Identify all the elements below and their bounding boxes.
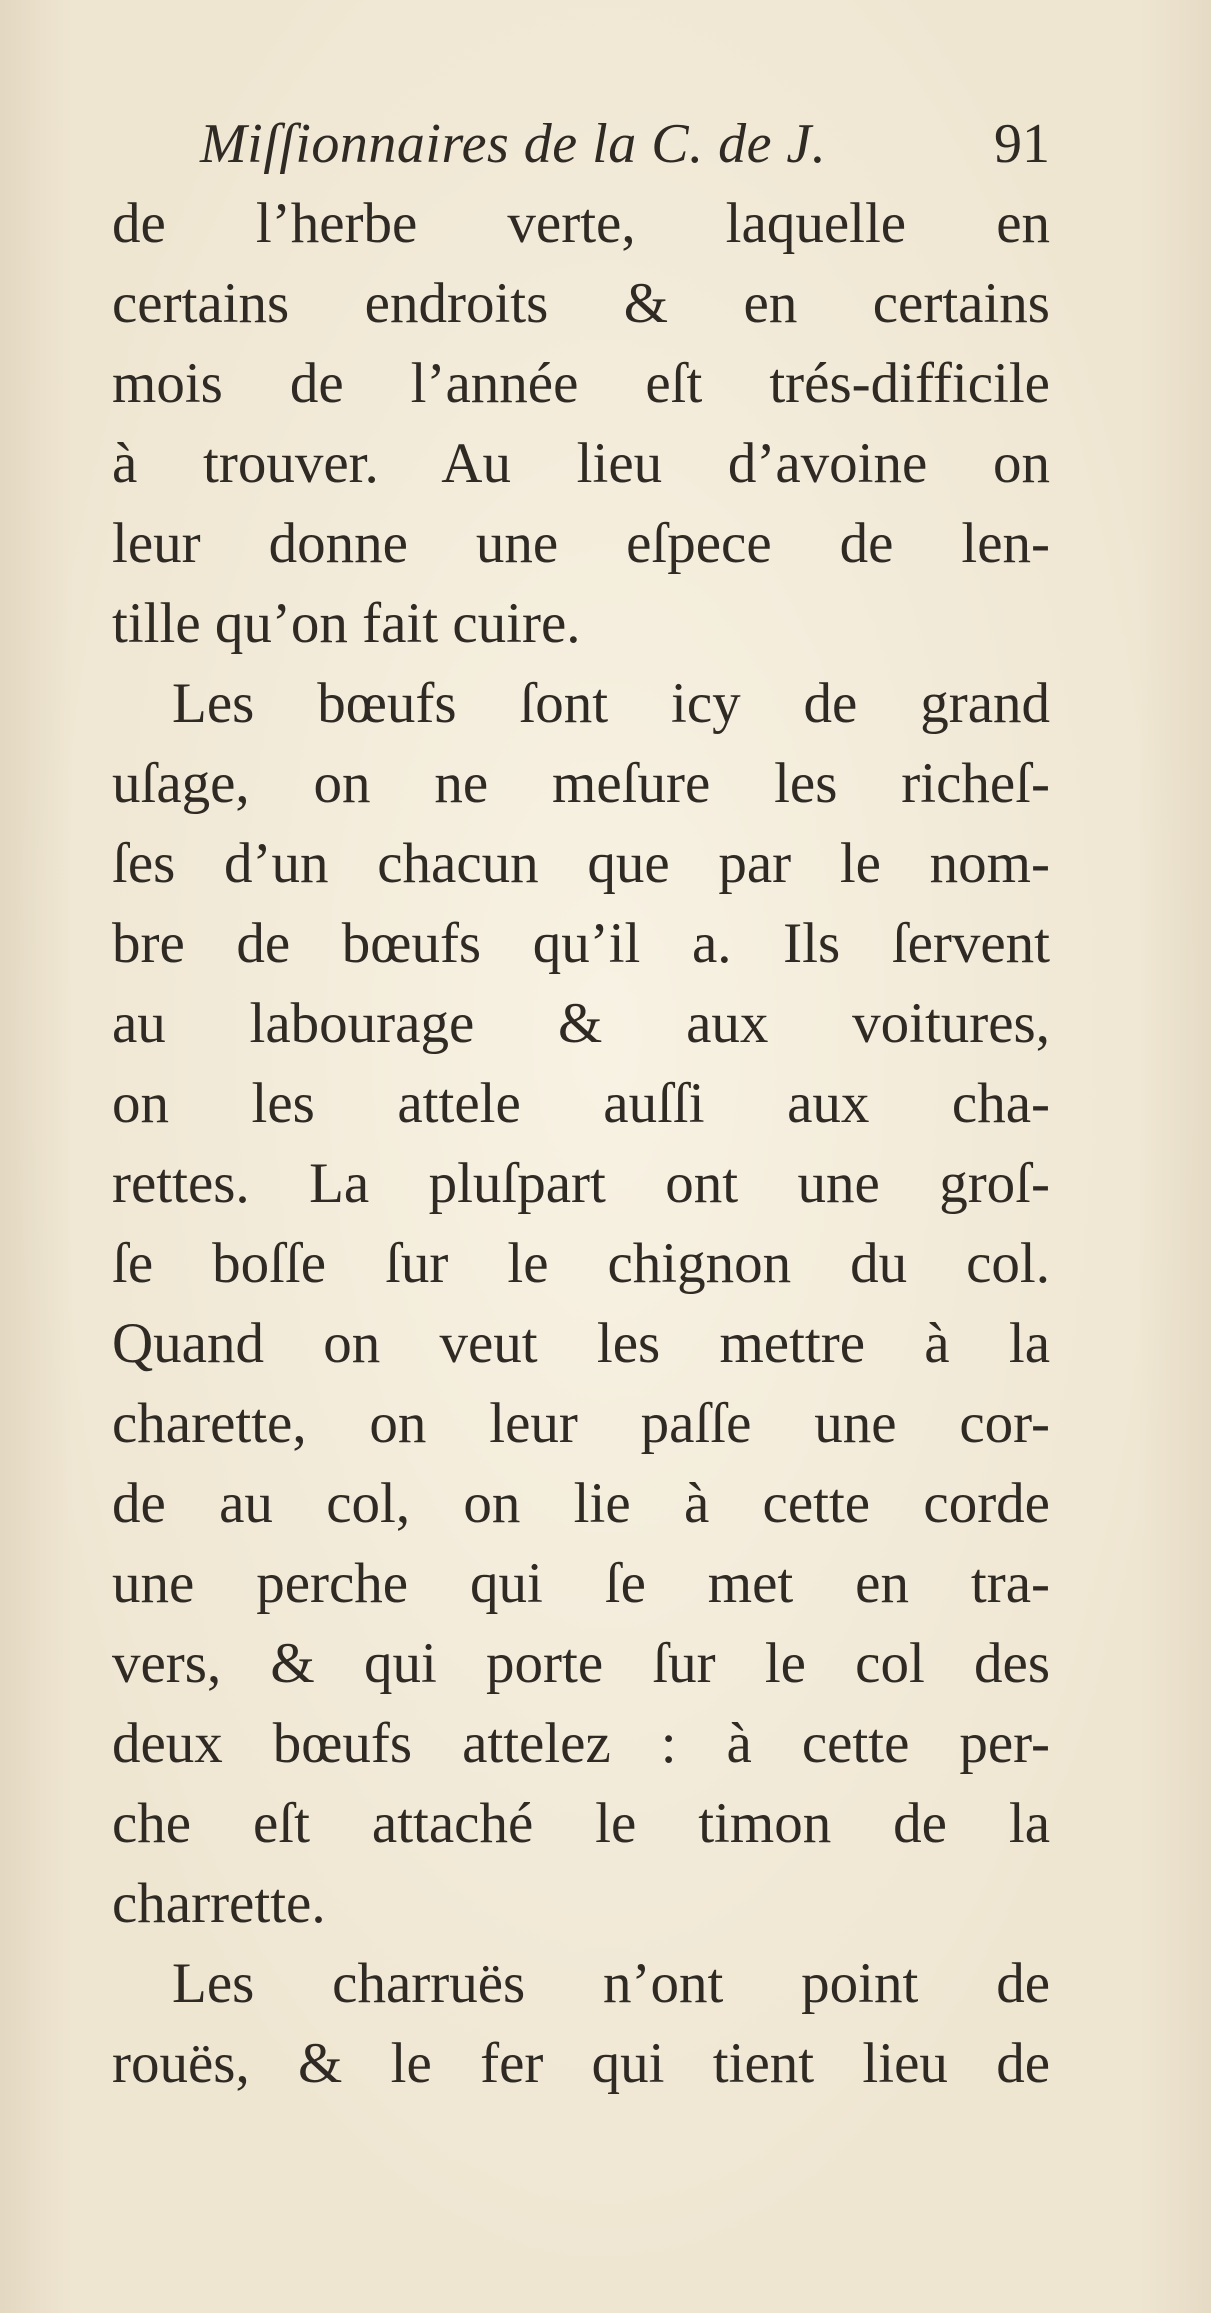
text-line: deux bœufs attelez : à cette per- (112, 1712, 1050, 1775)
text-line: Les charruës n’ont point de (172, 1952, 1050, 2015)
body-text (112, 184, 1050, 2104)
text-line: charrette. (112, 1872, 326, 1935)
page-header (200, 108, 1050, 180)
text-line: au labourage & aux voitures, (112, 992, 1050, 1055)
text-line: Quand on veut les mettre à la (112, 1312, 1050, 1375)
text-line: de l’herbe verte, laquelle en (112, 192, 1050, 255)
text-line: charette, on leur paſſe une cor- (112, 1392, 1050, 1455)
text-line: à trouver. Au lieu d’avoine on (112, 432, 1050, 495)
text-line: de au col, on lie à cette corde (112, 1472, 1050, 1535)
text-line: on les attele auſſi aux cha- (112, 1072, 1050, 1135)
text-line: une perche qui ſe met en tra- (112, 1552, 1050, 1615)
running-title: Miſſionnaires de la C. de J. (200, 113, 827, 175)
text-line: ſes d’un chacun que par le nom- (112, 832, 1050, 895)
text-line: che eſt attaché le timon de la (112, 1792, 1050, 1855)
text-line: certains endroits & en certains (112, 272, 1050, 335)
page-number: 91 (994, 113, 1050, 175)
text-line: mois de l’année eſt trés-difficile (112, 352, 1050, 415)
text-line: vers, & qui porte ſur le col des (112, 1632, 1050, 1695)
text-line: rouës, & le fer qui tient lieu de (112, 2032, 1050, 2095)
text-line: leur donne une eſpece de len- (112, 512, 1050, 575)
text-line: tille qu’on fait cuire. (112, 592, 581, 655)
text-line: uſage, on ne meſure les richeſ- (112, 752, 1050, 815)
text-line: Les bœufs ſont icy de grand (172, 672, 1050, 735)
text-line: rettes. La pluſpart ont une groſ- (112, 1152, 1050, 1215)
text-line: bre de bœufs qu’il a. Ils ſervent (112, 912, 1050, 975)
text-line: ſe boſſe ſur le chignon du col. (112, 1232, 1050, 1295)
